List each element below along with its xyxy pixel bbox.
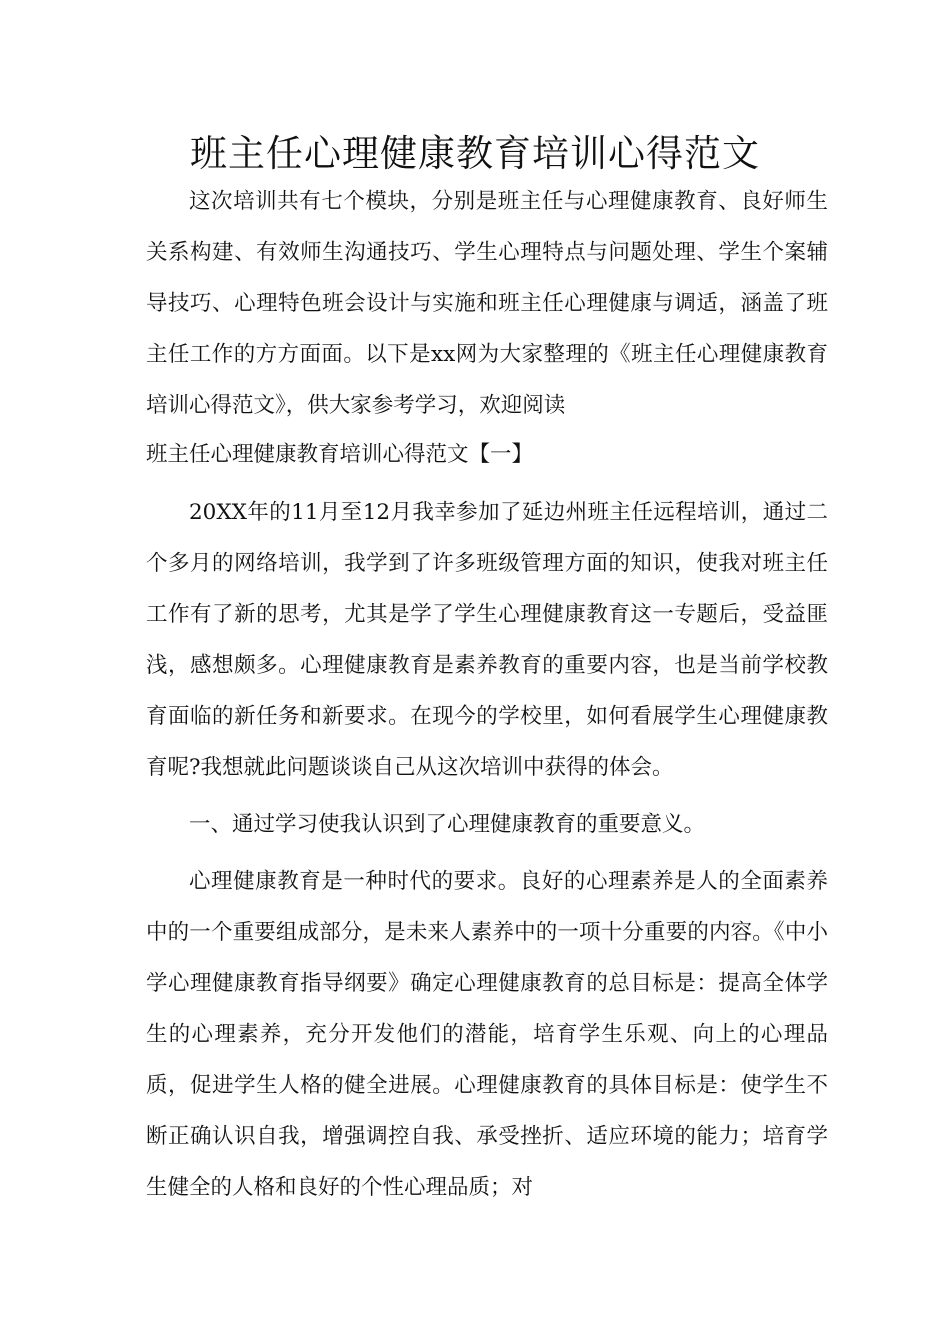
document-body [146, 176, 828, 1213]
point-heading: 一、通过学习使我认识到了心理健康教育的重要意义。 [189, 812, 706, 837]
body-paragraph: 20XX年的11月至12月我幸参加了延边州班主任远程培训，通过二个多月的网络培训，我学到了许多班级管理方面的知识，使我对班主任工作有了新的思考，尤其是学了学生心理健康教育这一专题后，受益匪浅，感想颇多。心理健康教育是素养教育的重要内容，也是当前学校教育面临的新任务和新要求。在现今的学校里，如何看展学生心理健康教育呢?我想就此问题谈谈自己从这次培训中获得的体会。 [146, 500, 828, 780]
intro-paragraph: 这次培训共有七个模块，分别是班主任与心理健康教育、良好师生关系构建、有效师生沟通技巧、学生心理特点与问题处理、学生个案辅导技巧、心理特色班会设计与实施和班主任心理健康与调适，涵盖了班主任工作的方方面面。以下是xx网为大家整理的《班主任心理健康教育培训心得范文》，供大家参考学习，欢迎阅读 [146, 189, 828, 418]
section-heading: 班主任心理健康教育培训心得范文【一】 [146, 442, 534, 467]
body-paragraph: 心理健康教育是一种时代的要求。良好的心理素养是人的全面素养中的一个重要组成部分，是未来人素养中的一项十分重要的内容。《中小学心理健康教育指导纲要》确定心理健康教育的总目标是：提高全体学生的心理素养，充分开发他们的潜能，培育学生乐观、向上的心理品质，促进学生人格的健全进展。心理健康教育的具体目标是：使学生不断正确认识自我，增强调控自我、承受挫折、适应环境的能力；培育学生健全的人格和良好的个性心理品质；对 [146, 869, 828, 1200]
document-title: 班主任心理健康教育培训心得范文 [190, 132, 760, 175]
